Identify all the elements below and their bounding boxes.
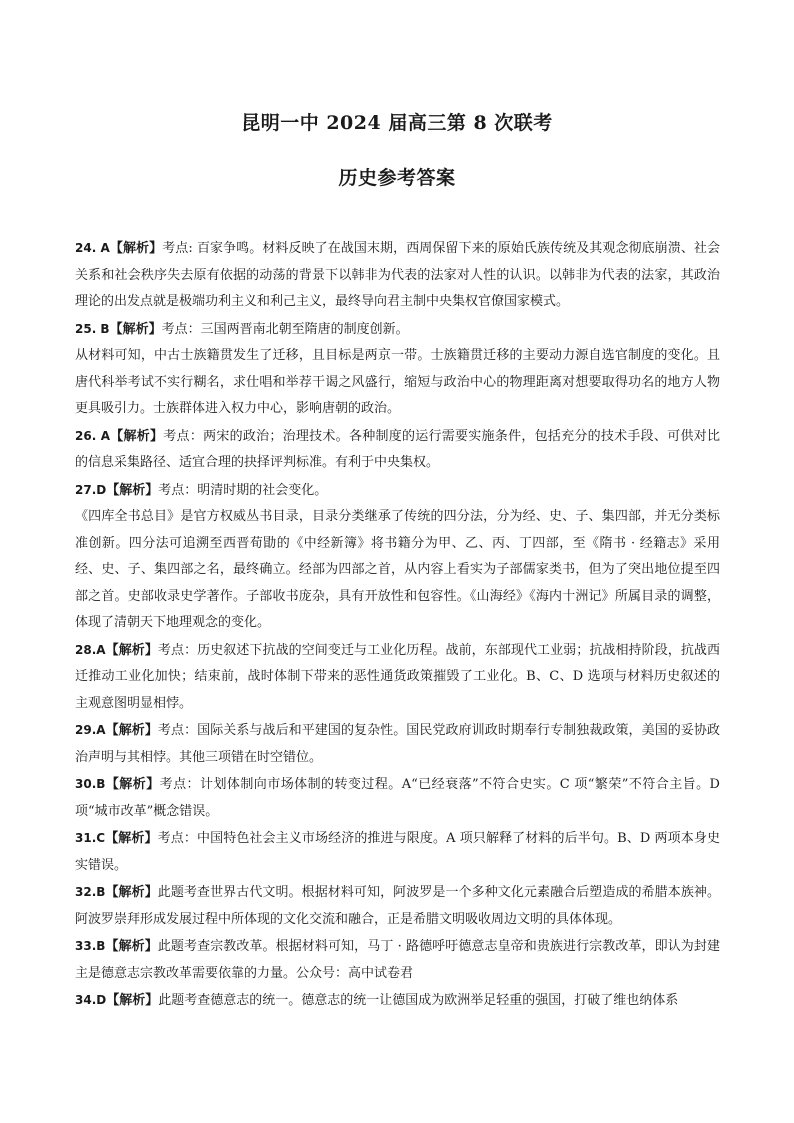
analysis-label: 【解析】	[109, 241, 163, 256]
answer-item-26	[75, 423, 720, 477]
answer-item-33	[75, 933, 720, 987]
question-number: 31.C	[75, 831, 106, 845]
answer-list	[75, 235, 720, 1015]
answer-item-27	[75, 477, 720, 505]
analysis-text: 考点：明清时期的社会变化。	[158, 482, 328, 498]
question-number: 28.A	[75, 642, 106, 657]
analysis-label: 【解析】	[106, 482, 159, 498]
analysis-label: 【解析】	[105, 723, 158, 738]
question-number: 33.B	[75, 939, 106, 953]
question-number: 24. A	[75, 241, 110, 255]
analysis-text: 考点：计划体制向市场体制的转变过程。A“已经衰落”不符合史实。C 项“繁荣”不符合主旨。D 项“城市改革”概念错误。	[75, 777, 720, 819]
analysis-text: 从材料可知，中古士族籍贯发生了迁移，且目标是两京一带。士族籍贯迁移的主要动力源自选官制度的变化。且唐代科举考试不实行糊名，求仕唱和举荐干谒之风盛行，缩短与政治中心的物理距离对想要取得功名的地方人物更具吸引力。士族群体进入权力中心，影响唐朝的政治。	[75, 348, 720, 416]
answer-item-28	[75, 637, 720, 718]
question-number: 30.B	[75, 777, 106, 791]
answer-item-30	[75, 771, 720, 825]
question-number: 25. B	[75, 321, 110, 336]
answer-item-29	[75, 717, 720, 771]
analysis-text: 此题考查世界古代文明。根据材料可知，阿波罗是一个多种文化元素融合后塑造成的希腊本族神。阿波罗崇拜形成发展过程中所体现的文化交流和融合，正是希腊文明吸收周边文明的具体体现。	[75, 885, 720, 927]
answer-item-24	[75, 235, 720, 316]
analysis-label: 【解析】	[105, 885, 158, 900]
answer-item-34	[75, 987, 720, 1015]
document-title: 昆明一中 2024 届高三第 8 次联考	[241, 112, 553, 134]
answer-item-32	[75, 879, 720, 933]
analysis-text: 考点：历史叙述下抗战的空间变迁与工业化历程。战前，东部现代工业弱；抗战相持阶段，抗战西迁推动工业化加快；结束前，战时体制下带来的恶性通货政策摧毁了工业化。B、C、D 选项与材料历史叙述的主观意图明显相悖。	[75, 642, 720, 711]
analysis-text: 《四库全书总目》是官方权威丛书目录，目录分类继承了传统的四分法，分为经、史、子、集四部，并无分类标准创新。四分法可追溯至西晋荀勖的《中经新簿》将书籍分为甲、乙、丙、丁四部，至《隋书 · 经籍志》采用经、史、子、集四部之名，最终确立。经部为四部之首，从内容上看实为子部儒家类书，但为了突出地位提至四部之首。史部收录史学著作。子部收书庞杂，具有开放性和包容性。《山海经》《海内十洲记》所属目录的调整，体现了清朝天下地理观念的变化。	[75, 509, 720, 630]
question-number: 26. A	[75, 428, 110, 443]
question-number: 29.A	[75, 723, 106, 737]
analysis-text: 此题考查德意志的统一。德意志的统一让德国成为欧洲举足轻重的强国，打破了维也纳体系	[158, 993, 679, 1008]
question-number: 34.D	[75, 993, 107, 1007]
analysis-text: 考点：两宋的政治；治理技术。各种制度的运行需要实施条件，包括充分的技术手段、可供对比的信息采集路径、适宜合理的抉择评判标准。有利于中央集权。	[75, 428, 720, 470]
question-number: 32.B	[75, 885, 106, 899]
answer-item-27-detail	[75, 504, 720, 637]
analysis-label: 【解析】	[105, 831, 158, 846]
analysis-label: 【解析】	[105, 777, 160, 792]
analysis-text: 考点：三国两晋南北朝至隋唐的制度创新。	[161, 321, 409, 337]
analysis-label: 【解析】	[105, 939, 158, 954]
analysis-text: 此题考查宗教改革。根据材料可知，马丁 · 路德呼吁德意志皇帝和贵族进行宗教改革，即认为封建主是德意志宗教改革需要依靠的力量。公众号：高中试卷君	[75, 939, 720, 981]
analysis-label: 【解析】	[106, 993, 159, 1008]
answer-item-31	[75, 825, 720, 879]
analysis-text: 考点：中国特色社会主义市场经济的推进与限度。A 项只解释了材料的后半句。B、D 两项本身史实错误。	[75, 831, 720, 873]
analysis-text: 考点：国际关系与战后和平建国的复杂性。国民党政府训政时期奉行专制独裁政策，美国的妥协政治声明与其相悖。其他三项错在时空错位。	[75, 723, 720, 765]
answer-item-25-detail	[75, 343, 720, 423]
analysis-label: 【解析】	[109, 321, 162, 337]
analysis-label: 【解析】	[109, 428, 164, 444]
answer-item-25	[75, 316, 720, 344]
question-number: 27.D	[75, 482, 107, 497]
document-subtitle: 历史参考答案	[338, 167, 456, 189]
analysis-text: 考点: 百家争鸣。材料反映了在战国末期，西周保留下来的原始氏族传统及其观念彻底崩溃、社会关系和社会秩序失去原有依据的动荡的背景下以韩非为代表的法家对人性的认识。以韩非为代表的法家，其政治理论的出发点就是极端功利主义和利己主义，最终导向君主制中央集权官僚国家模式。	[75, 241, 720, 309]
analysis-label: 【解析】	[105, 642, 158, 658]
